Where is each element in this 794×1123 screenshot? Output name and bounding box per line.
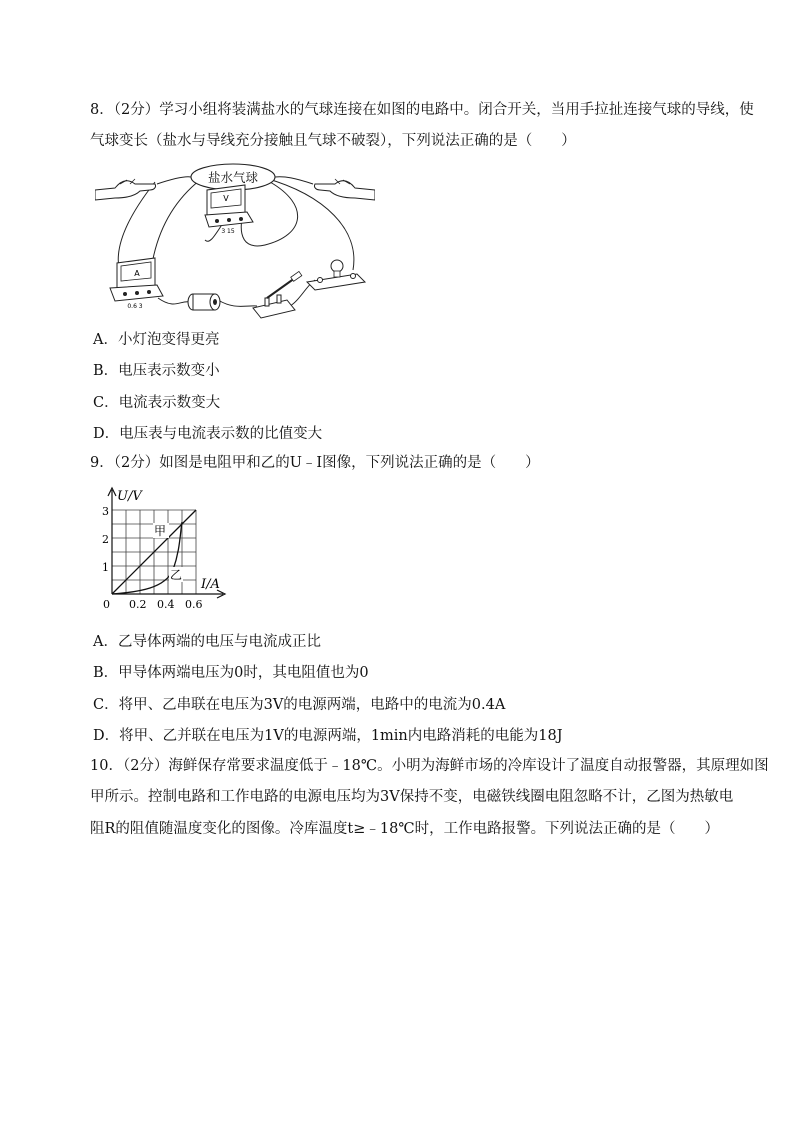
q8-option-b: B．电压表示数变小	[93, 363, 220, 379]
svg-text:3 15: 3 15	[221, 228, 235, 235]
curve-jia-label: 甲	[154, 524, 167, 538]
q10-stem-line3: 阻R的阻值随温度变化的图像。冷库温度t≥﹣18℃时，工作电路报警。下列说法正确的是（ ）	[90, 821, 720, 837]
balloon-label: 盐水气球	[207, 170, 259, 185]
q9-option-a: A．乙导体两端的电压与电流成正比	[93, 634, 321, 650]
ytick-2: 2	[102, 533, 109, 546]
svg-text:V: V	[223, 194, 229, 203]
graph-xlabel: I/A	[201, 577, 220, 592]
xtick-0-2: 0.2	[129, 598, 147, 611]
graph-ylabel: U/V	[117, 489, 142, 504]
q8-stem-line2: 气球变长（盐水与导线充分接触且气球不破裂），下列说法正确的是（ ）	[90, 133, 576, 149]
ammeter-icon	[110, 258, 163, 310]
svg-text:A: A	[134, 269, 140, 278]
q8-circuit-figure	[95, 160, 375, 325]
q8-option-d: D．电压表与电流表示数的比值变大	[93, 426, 323, 442]
q8-option-a: A．小灯泡变得更亮	[93, 332, 220, 348]
ytick-1: 1	[102, 561, 109, 574]
curve-yi-label: 乙	[170, 568, 183, 582]
bulb-icon	[307, 260, 365, 290]
battery-icon	[188, 294, 220, 310]
q8-stem-line1: 8．（2分）学习小组将装满盐水的气球连接在如图的电路中。闭合开关，当用手拉扯连接气球的导线，使	[90, 102, 754, 118]
q9-option-c: C．将甲、乙串联在电压为3V的电源两端，电路中的电流为0.4A	[93, 697, 506, 713]
q9-ui-graph	[95, 480, 235, 615]
q9-option-d: D．将甲、乙并联在电压为1V的电源两端，1min内电路消耗的电能为18J	[93, 728, 563, 744]
xtick-0-4: 0.4	[157, 598, 175, 611]
q10-stem-line2: 甲所示。控制电路和工作电路的电源电压均为3V保持不变，电磁铁线圈电阻忽略不计，乙图为热敏电	[90, 789, 734, 805]
q8-option-c: C．电流表示数变大	[93, 395, 221, 411]
xtick-0: 0	[103, 598, 110, 611]
xtick-0-6: 0.6	[185, 598, 203, 611]
q9-stem-line1: 9．（2分）如图是电阻甲和乙的U﹣I图像，下列说法正确的是（ ）	[90, 455, 540, 471]
q10-stem-line1: 10．（2分）海鲜保存常要求温度低于﹣18℃。小明为海鲜市场的冷库设计了温度自动报警器，其原理如图	[90, 758, 769, 774]
ytick-3: 3	[102, 505, 109, 518]
voltmeter-icon	[205, 185, 253, 235]
q9-option-b: B．甲导体两端电压为0时，其电阻值也为0	[93, 665, 369, 681]
switch-icon	[253, 271, 302, 318]
svg-text:0.6 3: 0.6 3	[127, 303, 143, 310]
